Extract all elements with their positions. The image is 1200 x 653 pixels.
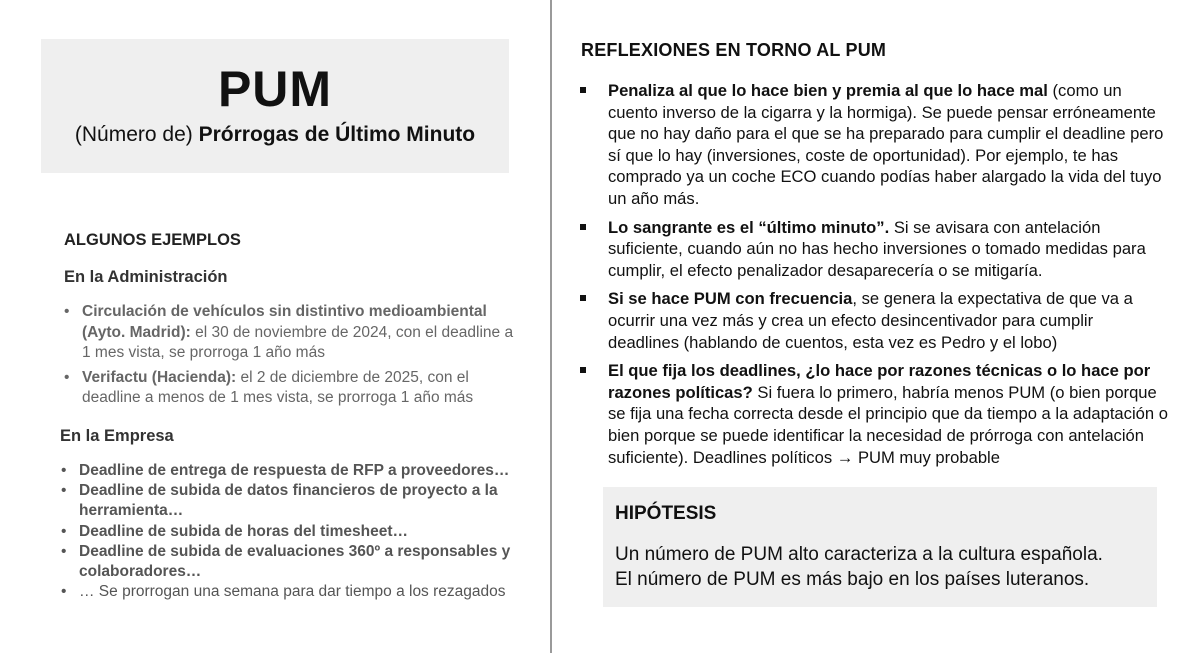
list-item-text: … Se prorrogan una semana para dar tiempo a los rezagados xyxy=(79,583,506,601)
hypothesis-line-2: El número de PUM es más bajo en los países luteranos. xyxy=(615,568,1090,590)
bullet-dot: • xyxy=(61,462,67,479)
list-item xyxy=(60,522,535,542)
list-item-text: (como un cuento inverso de la cigarra y la hormiga). Se puede pensar erróneamente que no hay daño para el que se ha preparado para cumplir el deadline pero sí que lo hay (inversiones, coste de oportunidad). Por ejemplo, te has comprado ya un coche ECO cuando podías haber alargado la vida del tuyo un año más. xyxy=(608,81,1164,208)
bullet-dot: • xyxy=(61,542,67,560)
list-item-text: el 2 de diciembre de 2025, con el deadline a menos de 1 mes vista, se prorroga 1 año más xyxy=(82,368,474,406)
square-bullet-icon xyxy=(580,224,586,230)
bullet-dot: • xyxy=(64,303,70,320)
hypothesis-box xyxy=(603,487,1157,607)
bullet-dot: • xyxy=(61,583,67,601)
list-item xyxy=(62,368,522,409)
list-item-bold: Verifactu (Hacienda): xyxy=(82,368,237,386)
reflections-heading: REFLEXIONES EN TORNO AL PUM xyxy=(581,40,887,60)
administration-heading: En la Administración xyxy=(64,268,228,286)
company-list xyxy=(60,461,535,602)
company-heading: En la Empresa xyxy=(60,427,174,445)
list-item xyxy=(578,360,1168,468)
subtitle-prefix: (Número de) xyxy=(74,123,199,146)
bullet-dot: • xyxy=(64,368,70,386)
list-item-bold: Deadline de subida de datos financieros de proyecto a la herramienta… xyxy=(79,482,498,520)
square-bullet-icon xyxy=(580,295,586,301)
list-item xyxy=(578,288,1168,353)
hypothesis-text xyxy=(615,543,1145,592)
list-item-bold: Deadline de subida de evaluaciones 360º a responsables y colaboradores… xyxy=(79,542,511,581)
list-item-bold: Penaliza al que lo hace bien y premia al que lo hace mal xyxy=(608,81,1048,100)
hypothesis-heading: HIPÓTESIS xyxy=(615,503,717,524)
list-item-text: Si se avisara con antelación suficiente, cuando aún no has hecho inversiones o tomado medidas para cumplir, el efecto penalizador desaparecería o se mitigaría. xyxy=(608,217,1146,280)
hypothesis-line-1: Un número de PUM alto caracteriza a la cultura española. xyxy=(615,544,1103,565)
list-item xyxy=(60,481,535,521)
list-item-bold: Deadline de entrega de respuesta de RFP a proveedores… xyxy=(79,462,510,479)
title-box xyxy=(41,39,509,173)
list-item xyxy=(60,461,535,481)
list-item-bold: Lo sangrante es el “último minuto”. xyxy=(608,217,890,237)
list-item xyxy=(60,542,535,582)
list-item-bold: Si se hace PUM con frecuencia xyxy=(608,289,853,309)
list-item-bold: El que fija los deadlines, ¿lo hace por razones técnicas o lo hace por razones políticas? xyxy=(608,361,1151,402)
page-subtitle xyxy=(41,121,509,149)
vertical-divider xyxy=(550,0,552,653)
list-item-bold: Deadline de subida de horas del timesheet… xyxy=(79,522,409,540)
subtitle-bold: Prórrogas de Último Minuto xyxy=(198,123,476,146)
reflections-list xyxy=(578,80,1168,475)
square-bullet-icon xyxy=(580,367,586,373)
list-item xyxy=(62,302,522,364)
bullet-dot: • xyxy=(61,522,67,540)
page-title: PUM xyxy=(217,61,333,117)
list-item xyxy=(60,582,535,602)
list-item xyxy=(578,217,1168,282)
list-item-bold: Circulación de vehículos sin distintivo medioambiental (Ayto. Madrid): xyxy=(82,303,487,341)
list-item-text: Si fuera lo primero, habría menos PUM (o bien porque se fija una fecha correcta desde el principio que da tiempo a la adaptación o bien porque se puede identificar la necesidad de prórroga con antelación suficiente). Deadlines políticos → PUM muy probable xyxy=(608,382,1168,467)
list-item xyxy=(578,80,1168,210)
examples-heading: ALGUNOS EJEMPLOS xyxy=(64,231,241,249)
list-item-text: , se genera la expectativa de que va a ocurrir una vez más y crea un efecto desincentivador para cumplir deadlines (hablando de cuentos, esta vez es Pedro y el lobo) xyxy=(608,289,1133,352)
square-bullet-icon xyxy=(580,87,586,93)
bullet-dot: • xyxy=(61,482,67,500)
list-item-text: el 30 de noviembre de 2024, con el deadline a 1 mes vista, se prorroga 1 año más xyxy=(82,323,514,361)
administration-list xyxy=(62,302,522,413)
